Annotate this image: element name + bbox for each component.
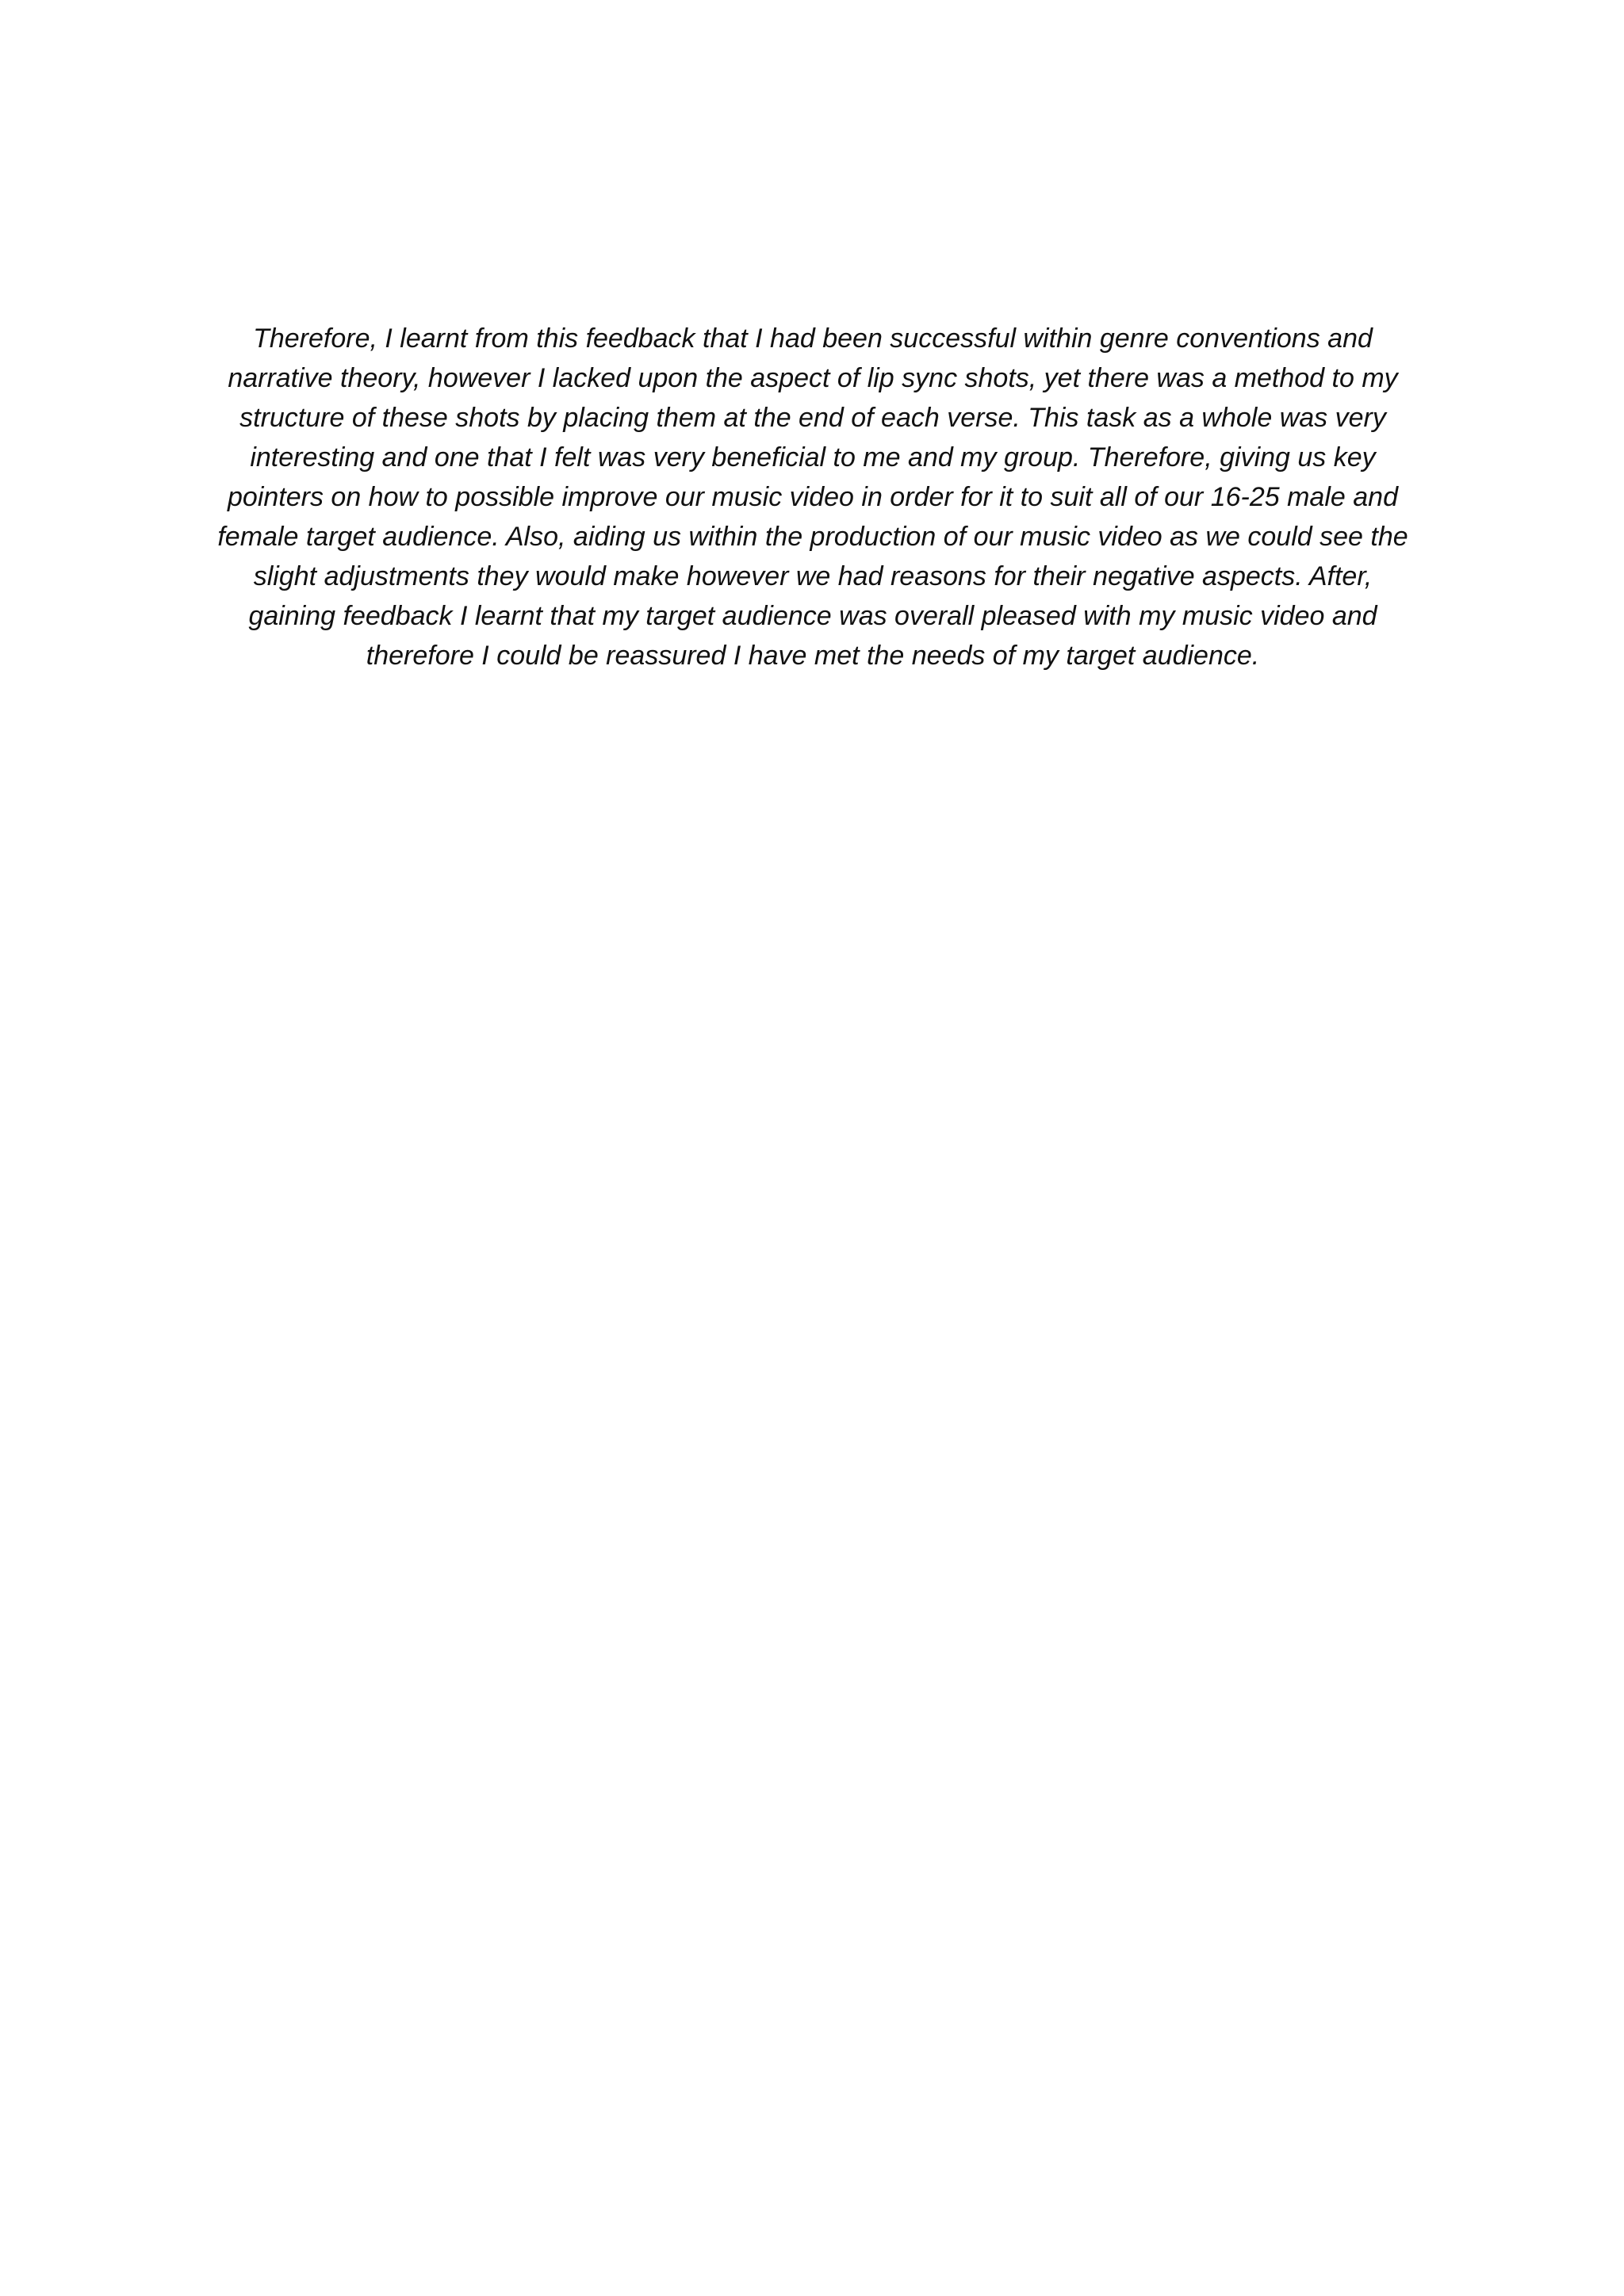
paragraph-line: therefore I could be reassured I have met the needs of my target audience.: [366, 641, 1260, 671]
paragraph-line: pointers on how to possible improve our music video in order for it to suit all of our 16-25 male and: [228, 482, 1398, 512]
body-paragraph: [182, 319, 1443, 675]
paragraph-line: slight adjustments they would make however we had reasons for their negative aspects. After,: [253, 561, 1373, 591]
paragraph-line: gaining feedback I learnt that my target audience was overall pleased with my music video and: [248, 601, 1377, 631]
paragraph-line: female target audience. Also, aiding us within the production of our music video as we could see the: [217, 522, 1408, 552]
paragraph-line: narrative theory, however I lacked upon the aspect of lip sync shots, yet there was a method to my: [228, 363, 1398, 393]
paragraph-line: interesting and one that I felt was very beneficial to me and my group. Therefore, giving us key: [250, 442, 1376, 473]
paragraph-line: Therefore, I learnt from this feedback that I had been successful within genre conventions and: [253, 323, 1373, 354]
paragraph-line: structure of these shots by placing them at the end of each verse. This task as a whole was very: [239, 403, 1386, 433]
